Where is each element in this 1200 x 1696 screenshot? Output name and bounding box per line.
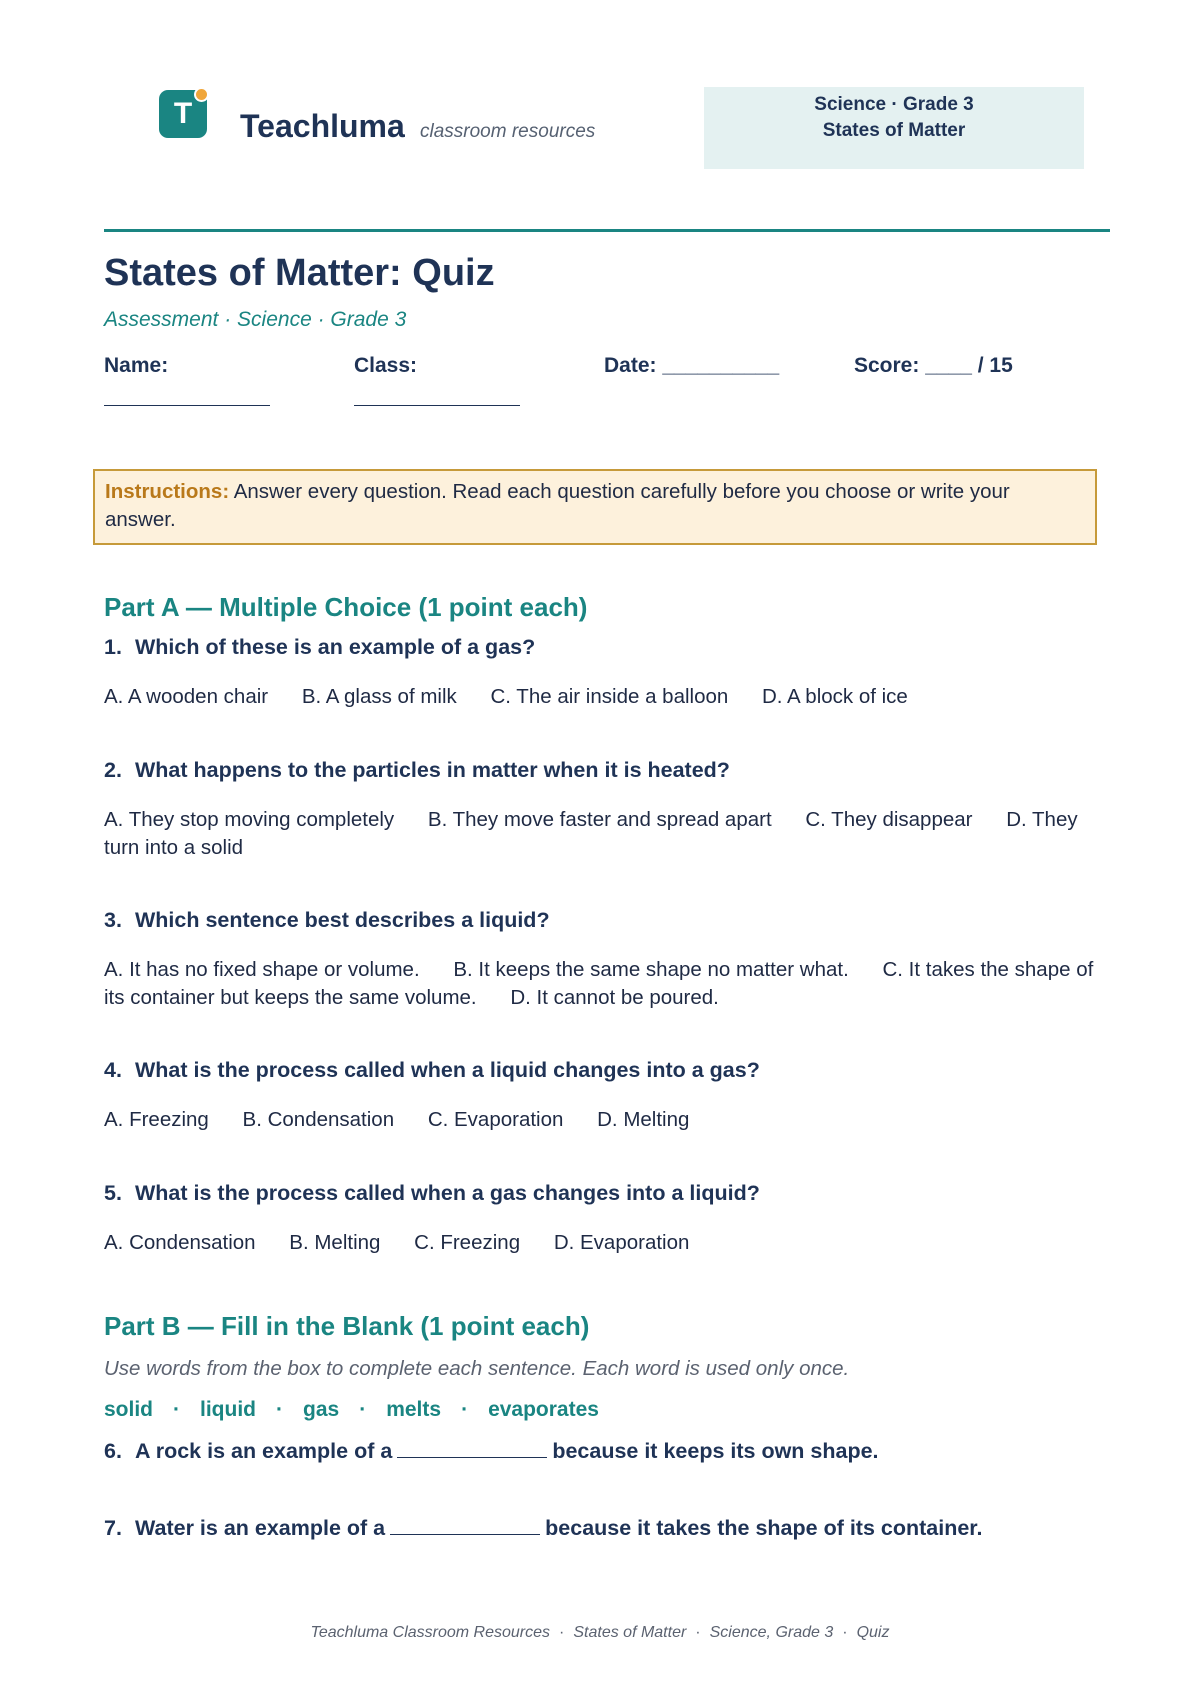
score-field[interactable]: Score: ____ / 15 [854,354,1013,377]
option[interactable]: A. A wooden chair [104,685,269,708]
option[interactable]: D. Melting [597,1108,690,1131]
question-text-before: Water is an example of a [135,1516,386,1540]
name-label: Name: [104,354,169,377]
option[interactable]: D. They turn into a solid [104,808,1078,859]
option[interactable]: A. Condensation [104,1231,256,1254]
date-field[interactable]: Date: __________ [604,354,780,377]
footer-separator: · [695,1624,701,1641]
option[interactable]: A. They stop moving completely [104,808,395,831]
word-bank-item: evaporates [488,1398,599,1421]
question-text: What is the process called when a gas changes into a liquid? [135,1181,760,1205]
question-text-after: because it takes the shape of its container. [545,1516,983,1540]
footer-item: States of Matter [573,1624,687,1641]
question-number: 4. [104,1058,122,1082]
class-label: Class: [354,354,418,377]
option[interactable]: B. Melting [289,1231,381,1254]
option[interactable]: D. A block of ice [761,685,908,708]
subject-box [704,87,1084,169]
question-5 [104,1181,1104,1206]
part-b-instruction: Use words from the box to complete each sentence. Each word is used only once. [104,1357,850,1380]
option[interactable]: C. Evaporation [427,1108,564,1131]
answer-blank[interactable] [397,1439,547,1458]
question-number: 1. [104,635,122,659]
footer-separator: · [559,1624,565,1641]
footer-item: Science, Grade 3 [709,1624,834,1641]
subject-line: Science · Grade 3 [814,94,974,115]
option[interactable]: D. Evaporation [553,1231,690,1254]
question-text: What is the process called when a liquid changes into a gas? [135,1058,760,1082]
question-7 [104,1516,1104,1541]
brand-name: Teachluma [240,108,405,144]
question-number: 5. [104,1181,122,1205]
question-6 [104,1439,1104,1464]
word-bank [104,1398,599,1422]
footer-item: Quiz [856,1624,890,1641]
option[interactable]: C. The air inside a balloon [490,685,729,708]
question-text: What happens to the particles in matter when it is heated? [135,758,730,782]
option[interactable]: B. It keeps the same shape no matter what. [453,958,849,981]
question-3-options [104,956,1104,1012]
option[interactable]: A. It has no fixed shape or volume. [104,958,420,981]
option[interactable]: D. It cannot be poured. [510,986,719,1009]
option[interactable]: A. Freezing [104,1108,209,1131]
name-field[interactable] [104,354,270,406]
question-5-options [104,1229,1104,1257]
question-1-options [104,683,1104,711]
instructions-box [93,469,1097,545]
logo-icon: T [159,90,207,138]
class-line [354,405,520,406]
part-a-heading: Part A — Multiple Choice (1 point each) [104,592,588,622]
question-number: 3. [104,908,122,932]
answer-blank[interactable] [390,1516,540,1535]
question-4 [104,1058,1104,1083]
question-4-options [104,1106,1104,1134]
question-number: 2. [104,758,122,782]
brand-tagline: classroom resources [420,121,596,142]
option[interactable]: C. They disappear [805,808,973,831]
question-text: Which sentence best describes a liquid? [135,908,550,932]
name-line [104,405,270,406]
option[interactable]: B. A glass of milk [301,685,457,708]
word-separator: · [359,1398,367,1421]
topic-line: States of Matter [822,120,966,141]
word-bank-item: liquid [200,1398,257,1421]
page-footer [0,1624,1200,1642]
word-separator: · [461,1398,469,1421]
footer-separator: · [842,1624,848,1641]
class-field[interactable] [354,354,520,406]
option[interactable]: B. Condensation [242,1108,395,1131]
question-number: 6. [104,1439,122,1463]
header-divider [104,229,1110,232]
logo-dot [194,87,209,102]
instructions-label: Instructions: [105,480,230,503]
question-2 [104,758,1104,783]
word-bank-item: gas [303,1398,340,1421]
option[interactable]: C. It takes the shape of its container but keeps the same volume. [104,958,1094,1009]
option[interactable]: B. They move faster and spread apart [427,808,772,831]
question-text: Which of these is an example of a gas? [135,635,536,659]
question-1 [104,635,1104,660]
question-2-options [104,806,1104,862]
page-title: States of Matter: Quiz [104,252,495,294]
word-separator: · [173,1398,181,1421]
word-bank-item: solid [104,1398,154,1421]
word-bank-item: melts [386,1398,442,1421]
footer-item: Teachluma Classroom Resources [310,1624,551,1641]
part-b-heading: Part B — Fill in the Blank (1 point each) [104,1311,590,1341]
word-separator: · [276,1398,284,1421]
question-number: 7. [104,1516,122,1540]
option[interactable]: C. Freezing [414,1231,521,1254]
page-subtitle: Assessment · Science · Grade 3 [104,308,407,331]
question-3 [104,908,1104,933]
question-text-before: A rock is an example of a [135,1439,393,1463]
question-text-after: because it keeps its own shape. [552,1439,879,1463]
instructions-text: Answer every question. Read each question carefully before you choose or write your answer. [105,480,1010,531]
